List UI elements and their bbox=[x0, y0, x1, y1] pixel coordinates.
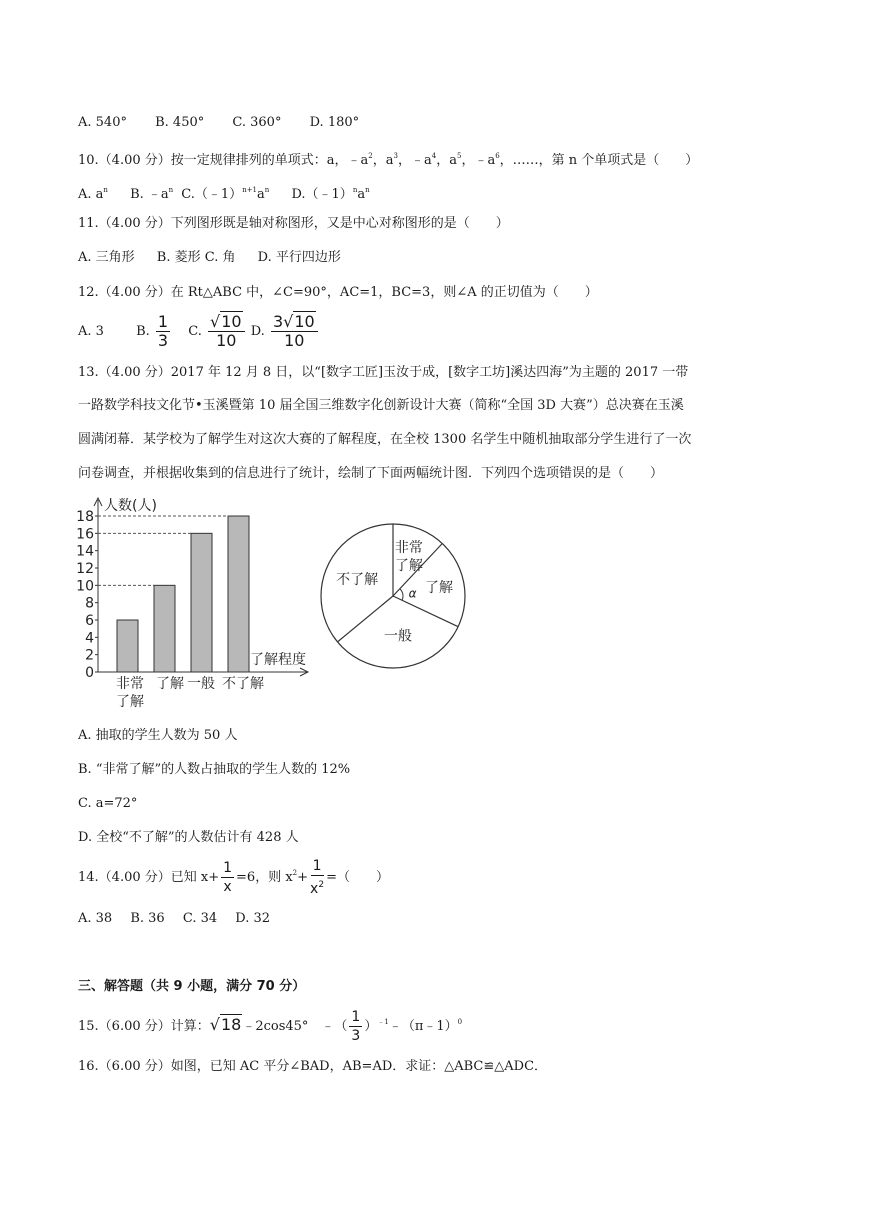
opt-text: a bbox=[257, 187, 265, 202]
bar-chart bbox=[70, 492, 330, 717]
exp: 6 bbox=[495, 152, 500, 160]
q9-option-a: A. 540° bbox=[78, 115, 127, 130]
pie-chart bbox=[318, 521, 468, 671]
q11-option-bc: B. 菱形 C. 角 bbox=[156, 250, 236, 265]
q14-option-b: B. 36 bbox=[130, 911, 165, 926]
pie-label: 一般 bbox=[383, 628, 412, 645]
y-tick-label: 2 bbox=[85, 647, 94, 664]
q14-stem bbox=[78, 853, 389, 898]
q11-option-d: D. 平行四边形 bbox=[257, 250, 341, 265]
y-tick-label: 0 bbox=[85, 665, 94, 681]
bar bbox=[117, 620, 138, 672]
q10-option-b bbox=[130, 187, 173, 202]
opt-text: A. a bbox=[78, 187, 104, 202]
category-label: 一般 bbox=[187, 676, 215, 692]
radicand: 18 bbox=[220, 1015, 242, 1034]
q13-line-2: 一路数学科技文化节•玉溪暨第 10 届全国三维数字化创新设计大赛（简称“全国 3D 大赛”）总决赛在玉溪 bbox=[78, 398, 684, 413]
exp: 0 bbox=[457, 1018, 463, 1026]
q10-stem-text: 10.（4.00 分）按一定规律排列的单项式：a，﹣a bbox=[78, 153, 369, 168]
q13-line-3: 圆满闭幕．某学校为了解学生对这次大赛的了解程度，在全校 1300 名学生中随机抽取部分学生进行了一次 bbox=[78, 432, 692, 447]
y-axis-label: 人数(人) bbox=[104, 498, 157, 514]
section-3-title: 三、解答题（共 9 小题，满分 70 分） bbox=[78, 979, 306, 994]
q9-option-d: D. 180° bbox=[309, 115, 360, 130]
numerator bbox=[271, 313, 318, 332]
q15-text: ） bbox=[364, 1019, 378, 1034]
q14-fraction-1 bbox=[221, 859, 234, 896]
exp: n bbox=[168, 186, 174, 194]
y-tick-label: 4 bbox=[85, 630, 94, 647]
q13-option-d: D. 全校“不了解”的人数估计有 428 人 bbox=[78, 830, 299, 845]
exp: 5 bbox=[456, 152, 462, 160]
q11-options bbox=[78, 249, 341, 267]
q12-option-c-label: C. bbox=[188, 324, 202, 339]
pie-label: 了解 bbox=[394, 557, 423, 574]
q15-fraction bbox=[349, 1008, 362, 1045]
q12-option-d-label: D. bbox=[250, 324, 265, 339]
q14-options bbox=[78, 910, 270, 928]
y-tick-label: 12 bbox=[76, 561, 94, 577]
exp: 4 bbox=[431, 152, 437, 160]
q15-stem bbox=[78, 1002, 462, 1047]
radicand: 10 bbox=[221, 312, 242, 331]
y-tick-label: 18 bbox=[76, 509, 94, 525]
q14-option-d: D. 32 bbox=[235, 911, 271, 926]
category-label: 不了解 bbox=[222, 676, 264, 692]
q9-options bbox=[78, 114, 383, 132]
q12-option-d-fraction bbox=[271, 313, 318, 350]
exp: n bbox=[103, 186, 108, 194]
y-tick-label: 6 bbox=[85, 613, 94, 629]
q13-option-a: A. 抽取的学生人数为 50 人 bbox=[78, 728, 238, 743]
bar bbox=[228, 516, 249, 672]
y-tick-label: 16 bbox=[76, 526, 94, 543]
opt-text: a bbox=[357, 187, 366, 202]
q10-options bbox=[78, 181, 370, 204]
q14-text: =6，则 x bbox=[236, 870, 293, 885]
coefficient: 3 bbox=[272, 312, 284, 331]
q16-stem: 16.（6.00 分）如图，已知 AC 平分∠BAD，AB=AD．求证：△ABC≌△ADC． bbox=[78, 1059, 548, 1074]
numerator: 1 bbox=[157, 312, 169, 331]
q9-option-b: B. 450° bbox=[155, 115, 205, 130]
q12-option-c-fraction bbox=[208, 313, 245, 350]
pie-label: 非常 bbox=[394, 539, 423, 556]
numerator: 1 bbox=[223, 860, 233, 876]
exp: 3 bbox=[393, 152, 398, 160]
y-tick-label: 8 bbox=[85, 595, 94, 612]
radicand: 10 bbox=[294, 312, 315, 331]
exp: 2 bbox=[318, 880, 325, 890]
q14-text: 14.（4.00 分）已知 x+ bbox=[78, 870, 220, 885]
category-label: 非常 bbox=[116, 676, 144, 692]
sqrt-icon: √10 bbox=[283, 312, 315, 331]
q10-stem-suffix: ，……，第 n 个单项式是（ ） bbox=[499, 153, 699, 168]
term: ，a bbox=[372, 153, 394, 168]
den-base: x bbox=[310, 881, 319, 897]
term: ，﹣a bbox=[397, 153, 432, 168]
pie-label: 不了解 bbox=[336, 572, 379, 589]
q12-option-a: A. 3 bbox=[78, 324, 104, 339]
q9-option-c: C. 360° bbox=[232, 115, 282, 130]
q10-stem bbox=[78, 147, 698, 170]
q12-stem: 12.（4.00 分）在 Rt△ABC 中，∠C=90°，AC=1，BC=3，则∠A 的正切值为（ ） bbox=[78, 285, 598, 300]
q11-option-a: A. 三角形 bbox=[78, 250, 135, 265]
exp: n bbox=[352, 186, 358, 194]
sqrt-icon: √18 bbox=[209, 1015, 242, 1034]
x-axis-label: 了解程度 bbox=[250, 652, 306, 668]
q14-option-c: C. 34 bbox=[182, 911, 218, 926]
denominator bbox=[310, 876, 324, 898]
denominator: 3 bbox=[351, 1028, 361, 1044]
q12-options bbox=[78, 312, 320, 352]
bar bbox=[191, 533, 212, 672]
angle-label: α bbox=[408, 586, 417, 601]
q13-option-b: B. “非常了解”的人数占抽取的学生人数的 12% bbox=[78, 762, 351, 777]
q14-option-a: A. 38 bbox=[78, 911, 113, 926]
q10-option-a bbox=[78, 187, 108, 202]
numerator: 1 bbox=[351, 1009, 361, 1025]
category-label: 了解 bbox=[156, 676, 184, 692]
pie-label: 了解 bbox=[424, 580, 453, 597]
exp: n bbox=[365, 186, 370, 194]
category-label: 了解 bbox=[116, 694, 144, 710]
q14-text: =（ ） bbox=[326, 870, 389, 885]
y-tick-label: 10 bbox=[76, 578, 94, 595]
term: ，a bbox=[436, 153, 457, 168]
exp: n+1 bbox=[242, 186, 258, 194]
numerator: 1 bbox=[312, 858, 322, 874]
sqrt-icon: √10 bbox=[210, 312, 242, 331]
term: ，﹣a bbox=[461, 153, 496, 168]
q12-option-b-fraction bbox=[156, 313, 170, 350]
denominator: 10 bbox=[216, 331, 237, 350]
exp: 2 bbox=[292, 869, 298, 877]
opt-text: C.（﹣1） bbox=[181, 187, 243, 202]
q14-fraction-2 bbox=[310, 857, 324, 898]
q13-line-4: 问卷调查，并根据收集到的信息进行了统计，绘制了下面两幅统计图．下列四个选项错误的是（ ） bbox=[78, 466, 664, 481]
q11-stem: 11.（4.00 分）下列图形既是轴对称图形，又是中心对称图形的是（ ） bbox=[78, 216, 509, 231]
exp: n bbox=[264, 186, 270, 194]
q13-line-1: 13.（4.00 分）2017 年 12 月 8 日，以“[数字工匠]玉汝于成，[数字工坊]溪达四海”为主题的 2017 一带 bbox=[78, 365, 689, 380]
exp: 2 bbox=[368, 152, 373, 160]
q10-option-d bbox=[291, 187, 369, 202]
q15-text: 15.（6.00 分）计算： bbox=[78, 1019, 210, 1034]
exp: ﹣1 bbox=[377, 1018, 389, 1026]
q14-text: + bbox=[297, 870, 309, 885]
denominator: 3 bbox=[157, 331, 169, 350]
denominator: 10 bbox=[284, 331, 305, 350]
opt-text: D.（﹣1） bbox=[291, 187, 353, 202]
q15-text: ﹣2cos45° ﹣（ bbox=[242, 1019, 348, 1034]
bar bbox=[154, 585, 175, 672]
y-tick-label: 14 bbox=[76, 543, 94, 560]
q10-option-c bbox=[181, 187, 269, 202]
q13-option-c: C. a=72° bbox=[78, 796, 138, 811]
q12-option-b-label: B. bbox=[136, 324, 150, 339]
opt-text: B. ﹣a bbox=[130, 187, 169, 202]
denominator: x bbox=[223, 879, 232, 895]
q15-text: ﹣（π﹣1） bbox=[388, 1019, 458, 1034]
numerator bbox=[208, 313, 245, 332]
